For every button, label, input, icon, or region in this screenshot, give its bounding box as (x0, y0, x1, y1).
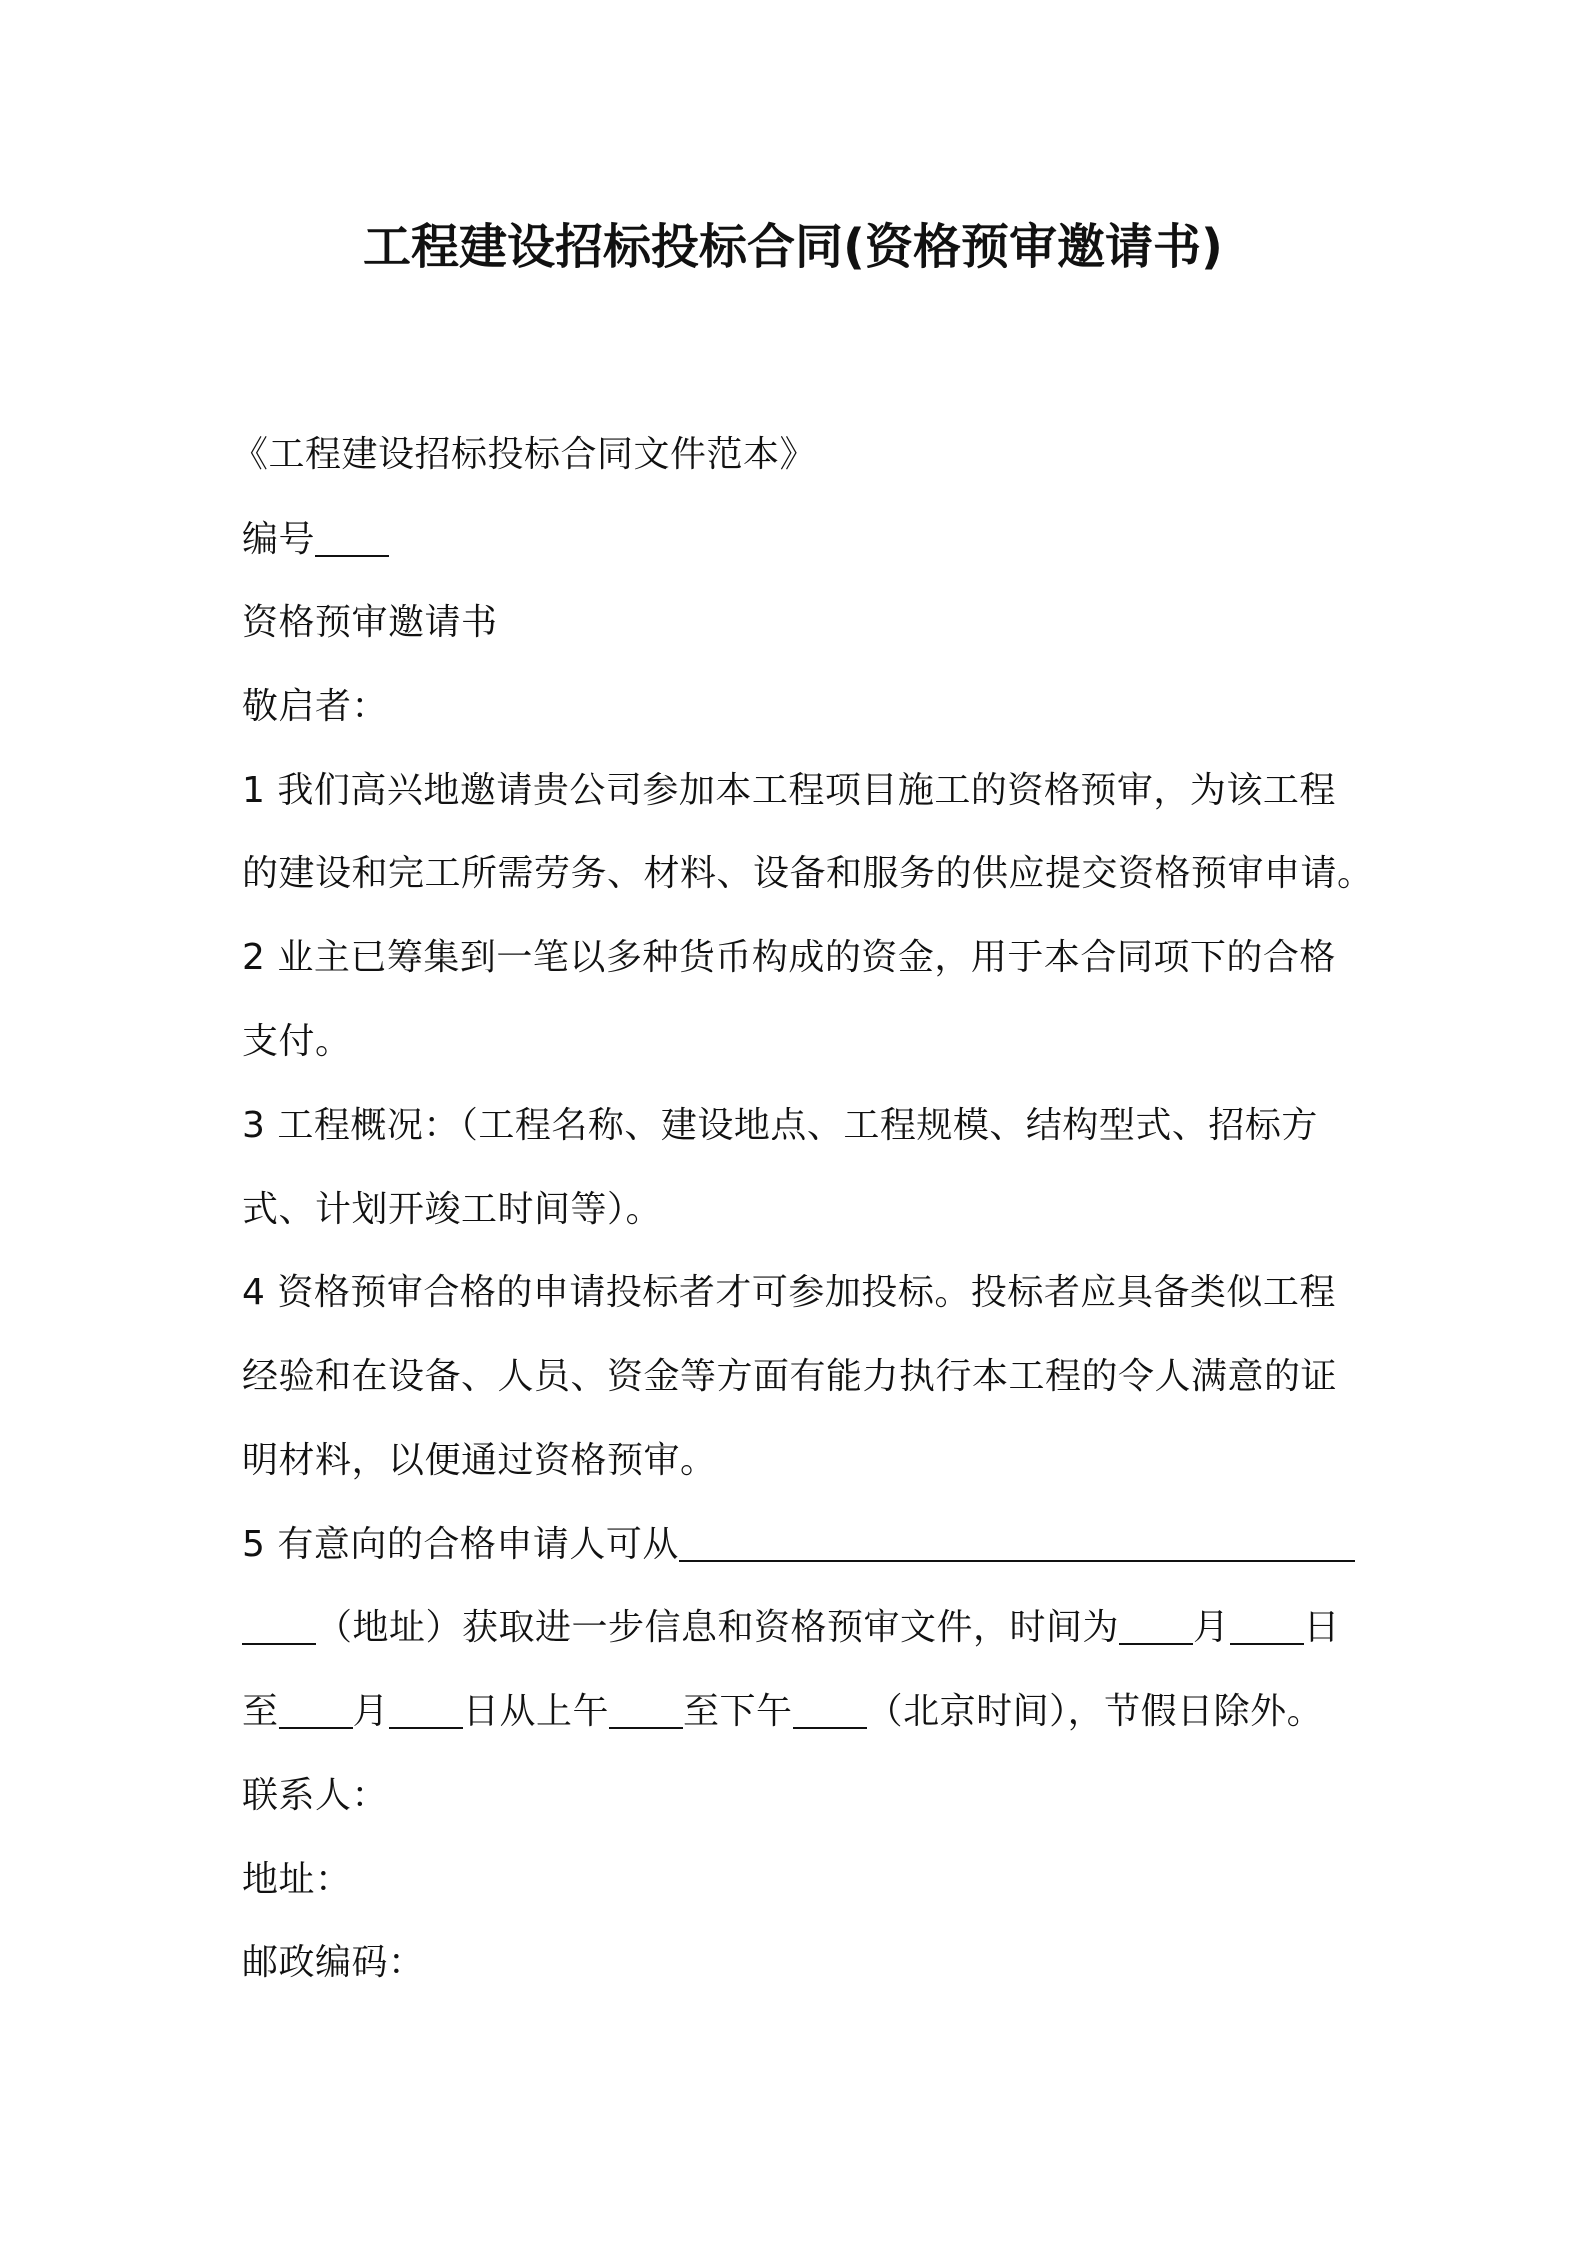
paragraph-5-line-1 (242, 1515, 1355, 1575)
paragraph-5-intro: 5 有意向的合格申请人可从 (242, 1524, 679, 1565)
paragraph-1-line-2: 的建设和完工所需劳务、材料、设备和服务的供应提交资格预审申请。 (242, 853, 1374, 894)
paragraph-1-line-1: 1 我们高兴地邀请贵公司参加本工程项目施工的资格预审，为该工程 (242, 770, 1336, 811)
paragraph-5-line-2 (242, 1598, 1340, 1658)
paragraph-2-line-1: 2 业主已筹集到一笔以多种货币构成的资金，用于本合同项下的合格 (242, 937, 1336, 978)
month-blank-1 (1119, 1603, 1193, 1645)
number-label: 编号 (242, 519, 316, 560)
paragraph-5-line-3-text-b: 月 (352, 1691, 390, 1732)
paragraph-5-line-3-text-c: 日从上午 (463, 1691, 610, 1732)
paragraph-5-line-2-text-b: 月 (1193, 1607, 1230, 1648)
day-blank-1 (1230, 1603, 1304, 1645)
salutation: 敬启者： (242, 686, 389, 727)
number-blank (315, 515, 389, 557)
postal-code-label: 邮政编码： (242, 1942, 425, 1983)
paragraph-4-line-2: 经验和在设备、人员、资金等方面有能力执行本工程的令人满意的证 (242, 1356, 1338, 1397)
morning-time-blank (609, 1687, 683, 1729)
month-blank-2 (279, 1687, 353, 1729)
section-heading: 资格预审邀请书 (242, 602, 498, 643)
paragraph-3-line-2: 式、计划开竣工时间等）。 (242, 1189, 663, 1230)
paragraph-2-line-2: 支付。 (242, 1021, 352, 1062)
address-label: 地址： (242, 1859, 352, 1900)
paragraph-5-line-3 (242, 1682, 1323, 1742)
paragraph-5-line-2-text-c: 日 (1303, 1607, 1341, 1648)
document-subtitle: 《工程建设招标投标合同文件范本》 (232, 434, 817, 475)
address-blank (242, 1603, 316, 1645)
paragraph-4-line-1: 4 资格预审合格的申请投标者才可参加投标。投标者应具备类似工程 (242, 1272, 1336, 1313)
paragraph-5-line-3-text-d: 至下午 (683, 1691, 793, 1732)
number-line (242, 510, 389, 570)
paragraph-3-line-1: 3 工程概况：（工程名称、建设地点、工程规模、结构型式、招标方 (242, 1105, 1318, 1146)
contact-label: 联系人： (242, 1775, 389, 1816)
document-title: 工程建设招标投标合同(资格预审邀请书) (363, 219, 1223, 275)
afternoon-time-blank (793, 1687, 867, 1729)
day-blank-2 (389, 1687, 463, 1729)
source-blank (679, 1520, 1355, 1562)
paragraph-5-line-2-text-a: （地址）获取进一步信息和资格预审文件，时间为 (316, 1607, 1120, 1648)
paragraph-4-line-3: 明材料，以便通过资格预审。 (242, 1440, 717, 1481)
paragraph-5-line-3-text-e: （北京时间），节假日除外。 (866, 1691, 1324, 1732)
paragraph-5-line-3-text-a: 至 (242, 1691, 279, 1732)
